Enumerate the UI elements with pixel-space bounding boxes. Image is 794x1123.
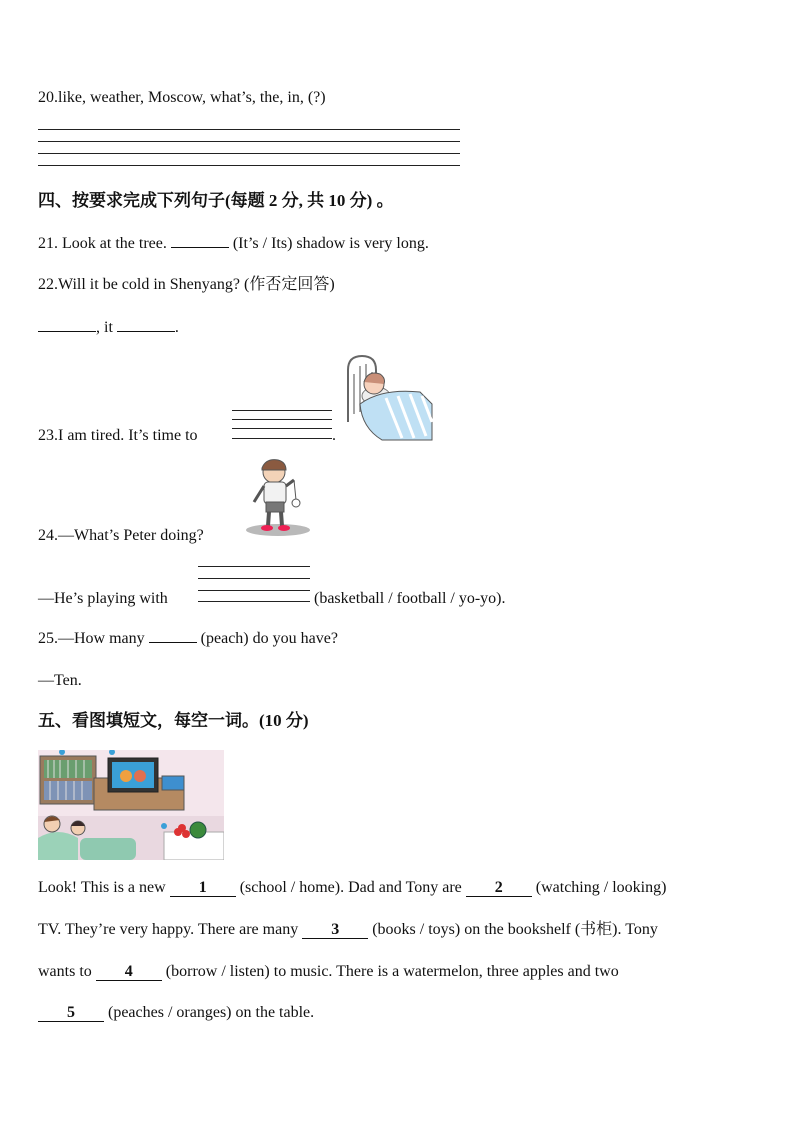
section-4-heading: 四、按要求完成下列句子(每题 2 分, 共 10 分) 。 — [38, 191, 394, 210]
q22-blank-2[interactable] — [117, 331, 175, 332]
passage-text: TV. They’re very happy. There are many — [38, 921, 303, 938]
q22-blank-1[interactable] — [38, 331, 96, 332]
section-5-heading: 五、看图填短文，每空一词。(10 分) — [38, 711, 309, 730]
question-23: 23.I am tired. It’s time to — [38, 427, 198, 444]
passage-line-1 — [38, 878, 666, 898]
question-20: 20.like, weather, Moscow, what’s, the, in, (?) — [38, 89, 326, 106]
question-22: 22.Will it be cold in Shenyang? (作否定回答) — [38, 276, 335, 293]
question-22-answer — [38, 318, 179, 338]
passage-line-3 — [38, 962, 619, 982]
q21-blank[interactable] — [171, 247, 229, 248]
passage-blank-1[interactable]: 1 — [170, 880, 236, 897]
question-21 — [38, 234, 429, 254]
q21-text-before: 21. Look at the tree. — [38, 235, 171, 252]
passage-text: (borrow / listen) to music. There is a watermelon, three apples and two — [161, 963, 619, 980]
question-24-answer-end: (basketball / football / yo-yo). — [314, 590, 506, 607]
passage-line-2 — [38, 920, 658, 940]
answer-line[interactable] — [38, 129, 460, 130]
q22-text-end: . — [174, 319, 179, 336]
q22-text-mid: , it — [96, 319, 117, 336]
answer-line[interactable] — [232, 419, 332, 420]
question-24: 24.—What’s Peter doing? — [38, 527, 204, 544]
passage-text: (school / home). Dad and Tony are — [235, 879, 466, 896]
answer-line[interactable] — [232, 410, 332, 411]
passage-blank-3[interactable]: 3 — [302, 922, 368, 939]
girl-sleeping-image — [342, 352, 434, 442]
q21-text-after: (It’s / Its) shadow is very long. — [228, 235, 429, 252]
answer-line[interactable] — [198, 590, 310, 591]
answer-line[interactable] — [232, 428, 332, 429]
q25-text-before: 25.—How many — [38, 630, 149, 647]
answer-line[interactable] — [38, 153, 460, 154]
passage-text: (watching / looking) — [531, 879, 667, 896]
passage-blank-5[interactable]: 5 — [38, 1005, 104, 1022]
boy-yoyo-image — [244, 456, 312, 538]
passage-line-4 — [38, 1003, 314, 1023]
answer-line[interactable] — [38, 141, 460, 142]
q25-blank[interactable] — [149, 642, 197, 643]
passage-text: Look! This is a new — [38, 879, 170, 896]
answer-line[interactable] — [198, 601, 310, 602]
passage-blank-2[interactable]: 2 — [466, 880, 532, 897]
answer-line[interactable] — [198, 578, 310, 579]
living-room-image — [38, 750, 224, 860]
question-24-answer-start: —He’s playing with — [38, 590, 168, 607]
passage-text: (peaches / oranges) on the table. — [104, 1004, 315, 1021]
answer-line[interactable] — [198, 566, 310, 567]
question-25-answer: —Ten. — [38, 672, 82, 689]
passage-text: (books / toys) on the bookshelf (书柜). Tony — [368, 921, 658, 938]
question-25 — [38, 629, 338, 649]
passage-blank-4[interactable]: 4 — [96, 964, 162, 981]
q23-period: . — [332, 427, 336, 444]
answer-line[interactable] — [38, 165, 460, 166]
q25-text-after: (peach) do you have? — [196, 630, 338, 647]
passage-text: wants to — [38, 963, 96, 980]
answer-line[interactable] — [232, 438, 332, 439]
